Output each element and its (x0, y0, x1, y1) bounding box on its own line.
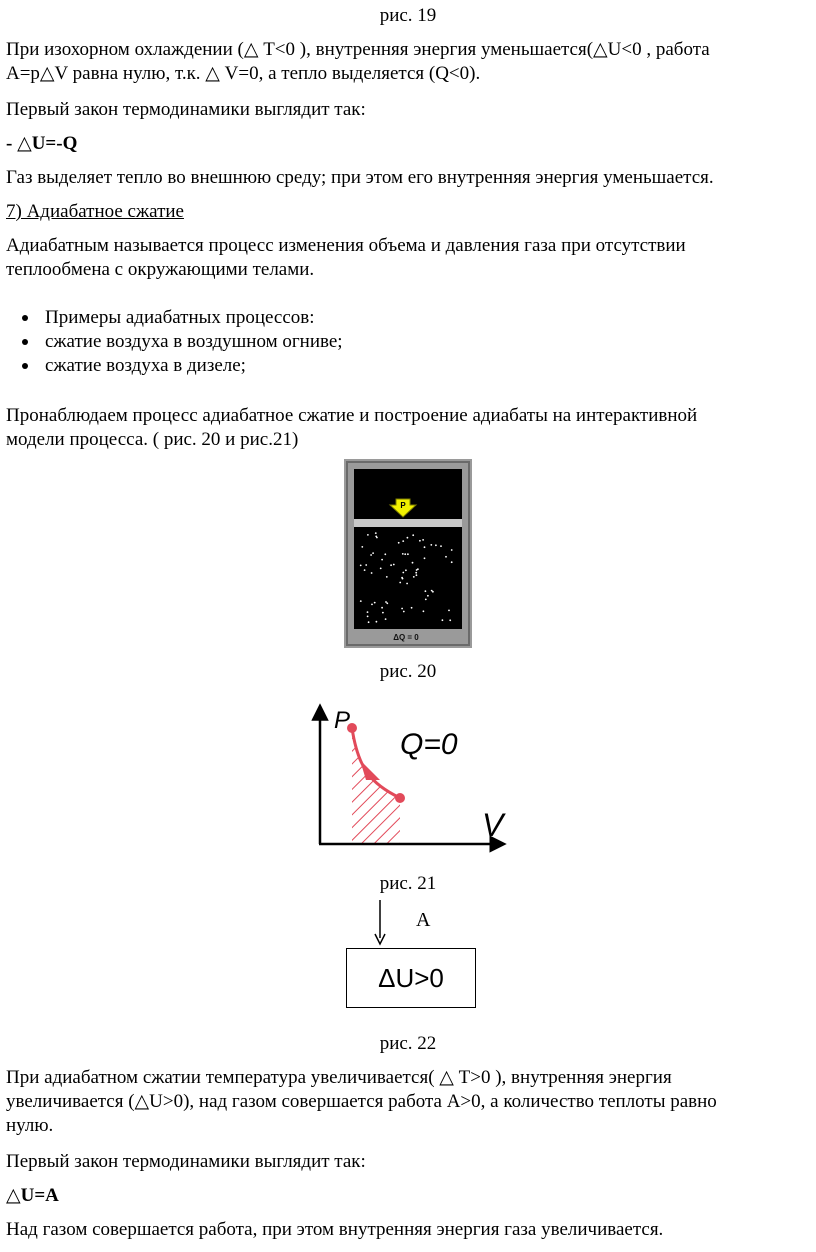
list-item: сжатие воздуха в воздушном огниве; (0, 330, 343, 354)
gas-particle (422, 539, 424, 541)
gas-particle (381, 607, 383, 609)
gas-particle (442, 619, 444, 621)
gas-particle (371, 572, 373, 574)
gas-particle (411, 607, 413, 609)
figure-22-work-diagram (340, 898, 480, 1014)
gas-particle (435, 544, 437, 546)
figure-20-cylinder (344, 459, 472, 648)
caption-fig22: рис. 22 (379, 1033, 437, 1054)
gas-particle (445, 556, 447, 558)
para3-line1: При адиабатном сжатии температура увеличивается( △ T>0 ), внутренняя энергия (6, 1067, 672, 1088)
gas-particle (398, 542, 400, 544)
gas-particle (371, 604, 373, 606)
gas-particle (425, 590, 427, 592)
gas-particle (367, 534, 369, 536)
gas-particle (372, 552, 374, 554)
gas-particle (380, 568, 382, 570)
para4: Над газом совершается работа, при этом внутренняя энергия газа увеличивается. (6, 1219, 664, 1240)
gas-particle (399, 582, 401, 584)
gas-particle (385, 618, 387, 620)
gas-particle (360, 565, 362, 567)
observe-line2: модели процесса. ( рис. 20 и рис.21) (6, 429, 299, 450)
gas-particle (376, 621, 378, 623)
gas-particle (401, 577, 403, 579)
q-zero-label: Q=0 (400, 728, 458, 761)
gas-particle (405, 569, 407, 571)
work-label: A (416, 909, 431, 931)
gas-particle (381, 559, 383, 561)
gas-particle (364, 569, 366, 571)
gas-particle (361, 546, 363, 548)
section-heading: 7) Адиабатное сжатие (6, 201, 184, 222)
gas-particle (384, 553, 386, 555)
list-item: Примеры адиабатных процессов: (0, 306, 343, 330)
gas-particle (403, 611, 405, 613)
gas-particle (449, 619, 451, 621)
para3-line3: нулю. (6, 1115, 54, 1136)
piston-label: P (400, 501, 406, 510)
gas-particle (448, 610, 450, 612)
gas-particle (374, 602, 376, 604)
gas-particle (367, 611, 369, 613)
para2: Газ выделяет тепло во внешнюю среду; при этом его внутренняя энергия уменьшается. (6, 167, 714, 188)
list-item: сжатие воздуха в дизеле; (0, 354, 343, 378)
gas-particle (404, 553, 406, 555)
para1-line2: A=p△V равна нулю, т.к. △ V=0, а тепло выделяется (Q<0). (6, 63, 481, 84)
gas-particle (402, 540, 404, 542)
law2-intro: Первый закон термодинамики выглядит так: (6, 1151, 366, 1172)
caption-fig21: рис. 21 (379, 873, 437, 894)
gas-particle (367, 616, 369, 618)
law1-formula: - △U=-Q (6, 133, 78, 154)
gas-particle (370, 554, 372, 556)
gas-particle (451, 561, 453, 563)
gas-particle (385, 601, 387, 603)
caption-fig19: рис. 19 (379, 5, 437, 26)
gas-particle (375, 532, 377, 534)
gas-particle (427, 595, 429, 597)
gas-particle (431, 590, 433, 592)
gas-particle (424, 546, 426, 548)
gas-particle (423, 610, 425, 612)
law2-formula: △U=A (6, 1185, 59, 1206)
figure-21-pv-diagram (300, 688, 520, 856)
gas-particle (401, 608, 403, 610)
definition-line1: Адиабатным называется процесс изменения объема и давления газа при отсутствии (6, 235, 686, 256)
axis-v-label: V (482, 807, 504, 843)
gas-particle (415, 572, 417, 574)
gas-particle (360, 600, 362, 602)
gas-particle (424, 557, 426, 559)
gas-particle (393, 564, 395, 566)
gas-particle (412, 562, 414, 564)
cylinder-illustration (344, 459, 472, 648)
gas-particle (425, 599, 427, 601)
piston (354, 519, 462, 527)
gas-particle (386, 602, 388, 604)
gas-particle (430, 544, 432, 546)
axis-p-label: P (334, 707, 351, 734)
gas-particle (402, 572, 404, 574)
work-arrow-icon (370, 900, 390, 946)
gas-particle (390, 564, 392, 566)
gas-particle (440, 545, 442, 547)
pv-diagram (300, 688, 520, 856)
para1-line1: При изохорном охлаждении (△ T<0 ), внутренняя энергия уменьшается(△U<0 , работа (6, 39, 710, 60)
examples-list (0, 306, 343, 378)
gas-particle (368, 621, 370, 623)
caption-fig20: рис. 20 (379, 661, 437, 682)
gas-particle (375, 536, 377, 538)
gas-particle (451, 549, 453, 551)
down-arrow-icon (340, 898, 370, 950)
gas-particle (402, 553, 404, 555)
delta-q-label: ΔQ = 0 (393, 633, 419, 642)
gas-particle (382, 612, 384, 614)
gas-particle (416, 574, 418, 576)
gas-particle (406, 583, 408, 585)
observe-line1: Пронаблюдаем процесс адиабатное сжатие и построение адиабаты на интерактивной (6, 405, 698, 426)
delta-u-box: ΔU>0 (346, 948, 476, 1008)
gas-particle (412, 534, 414, 536)
definition-line2: теплообмена с окружающими телами. (6, 259, 315, 280)
gas-particle (365, 564, 367, 566)
law1-intro: Первый закон термодинамики выглядит так: (6, 99, 366, 120)
gas-particle (386, 576, 388, 578)
gas-particle (419, 540, 421, 542)
para3-line2: увеличивается (△U>0), над газом совершается работа A>0, а количество теплоты равно (6, 1091, 717, 1112)
gas-particle (413, 576, 415, 578)
gas-particle (407, 537, 409, 539)
gas-particle (417, 568, 419, 570)
gas-particle (407, 553, 409, 555)
